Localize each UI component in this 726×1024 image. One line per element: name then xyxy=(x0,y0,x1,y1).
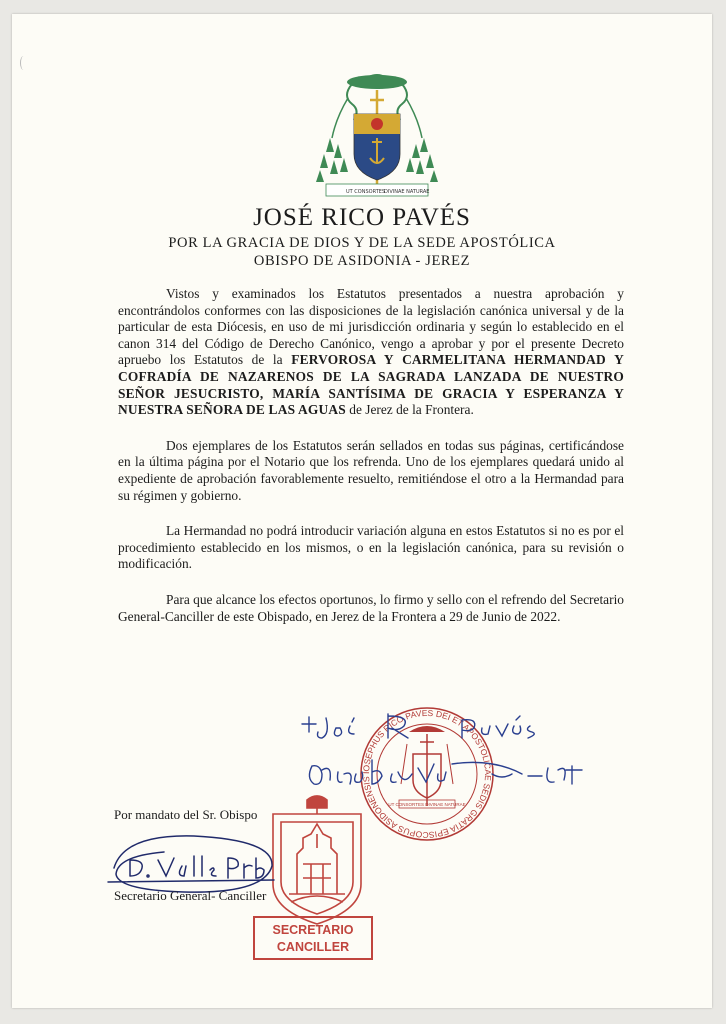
paragraph-1-text: Vistos y examinados los Estatutos presentados a nuestra aprobación y encontrándolos conformes con las disposiciones de la legislación canónica universal y de la particular de esta Diócesis, en uso de mi jurisdicción ordinaria y según lo establecido en el canon 314 del Código de Derecho Canónico, vengo a aprobar y por el presente Decreto apruebo los Estatutos de la xyxy=(118,286,624,368)
paragraph-1-end: de Jerez de la Frontera. xyxy=(345,402,474,418)
coat-of-arms-icon xyxy=(312,68,442,208)
decree-body xyxy=(118,286,624,644)
mandate-text: Por mandato del Sr. Obispo xyxy=(114,807,258,822)
secretary-title: Secretario General- Canciller xyxy=(114,888,267,903)
decree-page xyxy=(12,14,712,1008)
paper-mark xyxy=(20,56,27,70)
paragraph-3: La Hermandad no podrá introducir variación alguna en estos Estatutos si no es por el procedimiento establecido en los mismos, o en la legislación canónica, para su revisión o modificación. xyxy=(118,523,624,572)
bishop-name: JOSÉ RICO PAVÉS xyxy=(253,204,471,231)
box-stamp-line-1: SECRETARIO xyxy=(272,923,354,937)
paragraph-4: Para que alcance los efectos oportunos, lo firmo y sello con el refrendo del Secretario General-Canciller de este Obispado, en Jerez de la Frontera a 29 de Junio de 2022. xyxy=(118,591,624,624)
secretary-box-stamp xyxy=(253,916,373,960)
motto-left: UT CONSORTES xyxy=(346,189,386,195)
seal-ring-text: IOSEPHUS RICO PAVES DEI ET APOSTOLICAE SEDIS GRATIA EPISCOPUS ASIDONENSIS xyxy=(360,707,494,841)
paragraph-2: Dos ejemplares de los Estatutos serán sellados en todas sus páginas, certificándose en la última página por el Notario que los refrenda. Uno de los ejemplares quedará unido al expediente de aprobación favorablemente resuelto, remitiéndose el otro a la Hermandad para su régimen y gobierno. xyxy=(118,437,624,503)
header-line-1: POR LA GRACIA DE DIOS Y DE LA SEDE APOSTÓLICA xyxy=(168,235,556,251)
box-stamp-line-2: CANCILLER xyxy=(276,940,350,954)
brotherhood-name: FERVOROSA Y CARMELITANA HERMANDAD Y COFRADÍA DE NAZARENOS DE LA SAGRADA LANZADA DE NUESTRO SEÑOR JESUCRISTO, MARÍA SANTÍSIMA DE GRACIA Y ESPERANZA Y NUESTRA SEÑORA DE LAS AGUAS xyxy=(118,352,624,418)
seal-motto: UT CONSORTES DIVINAE NATURAE xyxy=(388,802,466,807)
paragraph-1 xyxy=(118,286,624,419)
motto-right: DIVINAE NATURAE xyxy=(384,189,430,195)
header-line-2: OBISPO DE ASIDONIA - JEREZ xyxy=(253,253,471,269)
